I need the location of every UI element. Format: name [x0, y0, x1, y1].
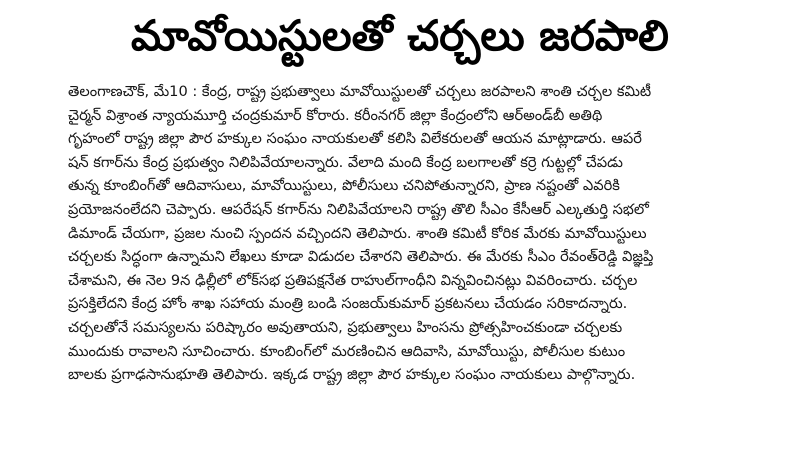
article-line: గృహంలో రాష్ట్ర జిల్లా పౌర హక్కుల సంఘం నాయకులతో కలిసి విలేకరులతో ఆయన మాట్లాడారు. ఆపరే	[68, 130, 642, 148]
article-line: డిమాండ్ చేయగా, ప్రజల నుంచి స్పందన వచ్చిందని తెలిపారు. శాంతి కమిటీ కోరిక మేరకు మావోయిస్టులు	[68, 224, 647, 242]
headline: మావోయిస్టులతో చర్చలు జరపాలి	[131, 11, 669, 60]
article-line: తెలంగాణచౌక్, మే10 : కేంద్ర, రాష్ట్ర ప్రభుత్వాలు మావోయిస్టులతో చర్చలు జరపాలని శాంతి చర్చల కమిటీ	[68, 83, 652, 100]
article-line: బాలకు ప్రగాఢసానుభూతి తెలిపారు. ఇక్కడ రాష్ట్ర జిల్లా పౌర హక్కుల సంఘం నాయకులు పాల్గొన్నారు.	[68, 366, 636, 384]
article-body	[68, 80, 773, 387]
article-line: షన్ కగార్‌ను కేంద్ర ప్రభుత్వం నిలిపివేయాలన్నారు. వేలాది మంది కేంద్ర బలగాలతో కర్రె గుట్టల్లో చేపడు	[68, 153, 623, 171]
article-line: చేశామని, ఈ నెల 9న ఢిల్లీలో లోక్‌సభ ప్రతిపక్షనేత రాహుల్‌గాంధీని విన్నవించినట్లు వివరించారు. చర్చల	[68, 271, 638, 289]
article-line: చర్చలకు సిద్ధంగా ఉన్నామని లేఖలు కూడా విడుదల చేశారని తెలిపారు. ఈ మేరకు సీఎం రేవంత్‌రెడ్డి విజ్ఞప్తి	[68, 248, 654, 266]
article-line: చైర్మన్ విశ్రాంత న్యాయమూర్తి చంద్రకుమార్ కోరారు. కరీంనగర్ జిల్లా కేంద్రంలోని ఆర్అండ్‌బీ అతిథి	[68, 106, 603, 124]
article-line: చర్చలతోనే సమస్యలను పరిష్కారం అవుతాయని, ప్రభుత్వాలు హింసను ప్రోత్సహించకుండా చర్చలకు	[68, 318, 623, 336]
article-line: ముందుకు రావాలని సూచించారు. కూంబింగ్‌లో మరణించిన ఆదివాసి, మావోయిస్టు, పోలీసుల కుటుం	[68, 342, 626, 360]
article-line: తున్న కూంబింగ్‌తో ఆదివాసులు, మావోయిస్టులు, పోలీసులు చనిపోతున్నారని, ప్రాణ నష్టంతో ఎవరికి	[68, 177, 620, 195]
article-line: ప్రయోజనంలేదని చెప్పారు. ఆపరేషన్ కగార్‌ను నిలిపివేయాలని రాష్ట్ర తొలి సీఎం కేసీఆర్ ఎల్కతుర్తి సభలో	[68, 200, 649, 218]
article-line: ప్రసక్తిలేదని కేంద్ర హోం శాఖ సహాయ మంత్రి బండి సంజయ్‌కుమార్ ప్రకటనలు చేయడం సరికాదన్నారు.	[68, 295, 628, 313]
